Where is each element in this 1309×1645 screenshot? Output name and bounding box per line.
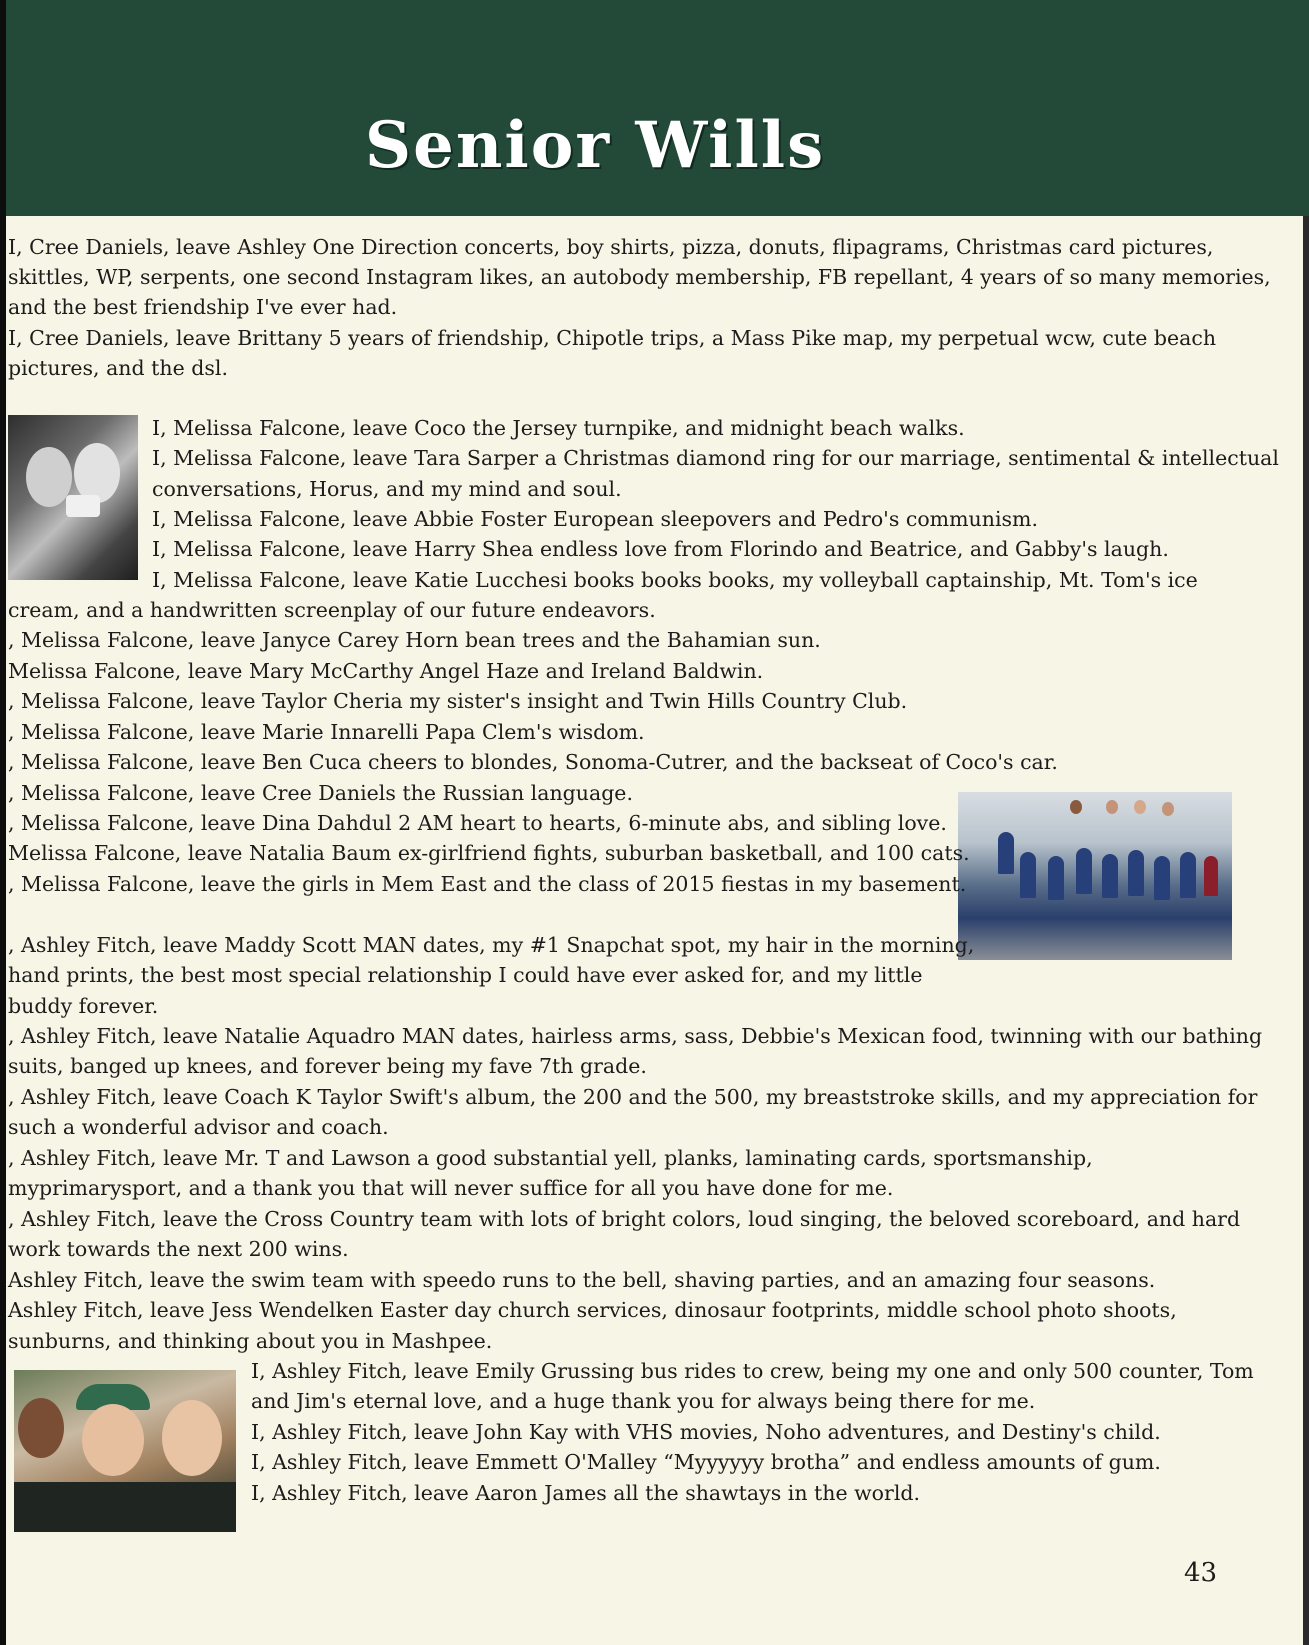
will-line: and the best friendship I've ever had. xyxy=(8,295,398,319)
will-line: I, Ashley Fitch, leave Emmett O'Malley “Myyyyyy brotha” and endless amounts of gum. xyxy=(251,1450,1161,1474)
will-line: and Jim's eternal love, and a huge thank you for always being there for me. xyxy=(251,1389,1036,1413)
will-line: conversations, Horus, and my mind and soul. xyxy=(152,477,622,501)
page-edge-right xyxy=(1303,216,1309,1645)
will-line: buddy forever. xyxy=(8,994,159,1018)
will-line: such a wonderful advisor and coach. xyxy=(8,1115,389,1139)
header-banner xyxy=(0,0,1309,216)
will-line: , Melissa Falcone, leave Janyce Carey Horn bean trees and the Bahamian sun. xyxy=(8,628,821,652)
will-line: work towards the next 200 wins. xyxy=(8,1237,349,1261)
will-line: I, Melissa Falcone, leave Coco the Jersey turnpike, and midnight beach walks. xyxy=(152,416,965,440)
will-line: myprimarysport, and a thank you that will never suffice for all you have done for me. xyxy=(8,1176,894,1200)
will-line: I, Melissa Falcone, leave Tara Sarper a Christmas diamond ring for our marriage, sentimental & intellectual xyxy=(152,446,1279,470)
will-line: Melissa Falcone, leave Mary McCarthy Angel Haze and Ireland Baldwin. xyxy=(8,659,764,683)
page-number: 43 xyxy=(1184,1558,1218,1588)
will-line: pictures, and the dsl. xyxy=(8,356,228,380)
will-line: Ashley Fitch, leave the swim team with speedo runs to the bell, shaving parties, and an amazing four seasons. xyxy=(8,1268,1156,1292)
will-line: hand prints, the best most special relationship I could have ever asked for, and my little xyxy=(8,963,923,987)
will-line: I, Melissa Falcone, leave Harry Shea endless love from Florindo and Beatrice, and Gabby's laugh. xyxy=(152,537,1169,561)
page-title: Senior Wills xyxy=(364,108,826,183)
will-line: , Ashley Fitch, leave Natalie Aquadro MAN dates, hairless arms, sass, Debbie's Mexican food, twinning with our bathing xyxy=(8,1024,1263,1048)
will-line: I, Melissa Falcone, leave Katie Lucchesi books books books, my volleyball captainship, Mt. Tom's ice xyxy=(152,568,1198,592)
will-line: , Ashley Fitch, leave Maddy Scott MAN dates, my #1 Snapchat spot, my hair in the morning, xyxy=(8,933,975,957)
page-edge-left xyxy=(0,0,6,1645)
will-line: I, Cree Daniels, leave Brittany 5 years of friendship, Chipotle trips, a Mass Pike map, my perpetual wcw, cute beach xyxy=(8,326,1217,350)
will-line: Melissa Falcone, leave Natalia Baum ex-girlfriend fights, suburban basketball, and 100 cats. xyxy=(8,841,970,865)
will-line: sunburns, and thinking about you in Mashpee. xyxy=(8,1329,493,1353)
will-line: suits, banged up knees, and forever being my fave 7th grade. xyxy=(8,1054,647,1078)
photo-melissa-falcone xyxy=(8,415,138,580)
will-line: , Ashley Fitch, leave the Cross Country team with lots of bright colors, loud singing, the beloved scoreboard, and hard xyxy=(8,1207,1241,1231)
photo-swim-team xyxy=(958,792,1232,960)
will-line: , Ashley Fitch, leave Coach K Taylor Swift's album, the 200 and the 500, my breaststroke skills, and my appreciation for xyxy=(8,1085,1258,1109)
will-line: I, Ashley Fitch, leave John Kay with VHS movies, Noho adventures, and Destiny's child. xyxy=(251,1420,1161,1444)
will-line: , Melissa Falcone, leave Cree Daniels the Russian language. xyxy=(8,781,633,805)
will-line: , Ashley Fitch, leave Mr. T and Lawson a good substantial yell, planks, laminating cards, sportsmanship, xyxy=(8,1146,1093,1170)
photo-ashley-friends xyxy=(14,1370,236,1532)
will-line: I, Cree Daniels, leave Ashley One Direction concerts, boy shirts, pizza, donuts, flipagrams, Christmas card pictures, xyxy=(8,235,1214,259)
will-line: Ashley Fitch, leave Jess Wendelken Easter day church services, dinosaur footprints, middle school photo shoots, xyxy=(8,1298,1177,1322)
will-line: , Melissa Falcone, leave the girls in Mem East and the class of 2015 fiestas in my basement. xyxy=(8,872,967,896)
will-line: , Melissa Falcone, leave Marie Innarelli Papa Clem's wisdom. xyxy=(8,720,645,744)
will-line: , Melissa Falcone, leave Taylor Cheria my sister's insight and Twin Hills Country Club. xyxy=(8,689,908,713)
will-line: I, Ashley Fitch, leave Emily Grussing bus rides to crew, being my one and only 500 counter, Tom xyxy=(251,1359,1254,1383)
will-line: cream, and a handwritten screenplay of our future endeavors. xyxy=(8,598,656,622)
will-line: , Melissa Falcone, leave Ben Cuca cheers to blondes, Sonoma-Cutrer, and the backseat of Coco's car. xyxy=(8,750,1058,774)
will-line: I, Ashley Fitch, leave Aaron James all the shawtays in the world. xyxy=(251,1481,921,1505)
will-line: I, Melissa Falcone, leave Abbie Foster European sleepovers and Pedro's communism. xyxy=(152,507,1038,531)
will-line: skittles, WP, serpents, one second Instagram likes, an autobody membership, FB repellant, 4 years of so many memories, xyxy=(8,265,1271,289)
will-line: , Melissa Falcone, leave Dina Dahdul 2 AM heart to hearts, 6-minute abs, and sibling love. xyxy=(8,811,947,835)
